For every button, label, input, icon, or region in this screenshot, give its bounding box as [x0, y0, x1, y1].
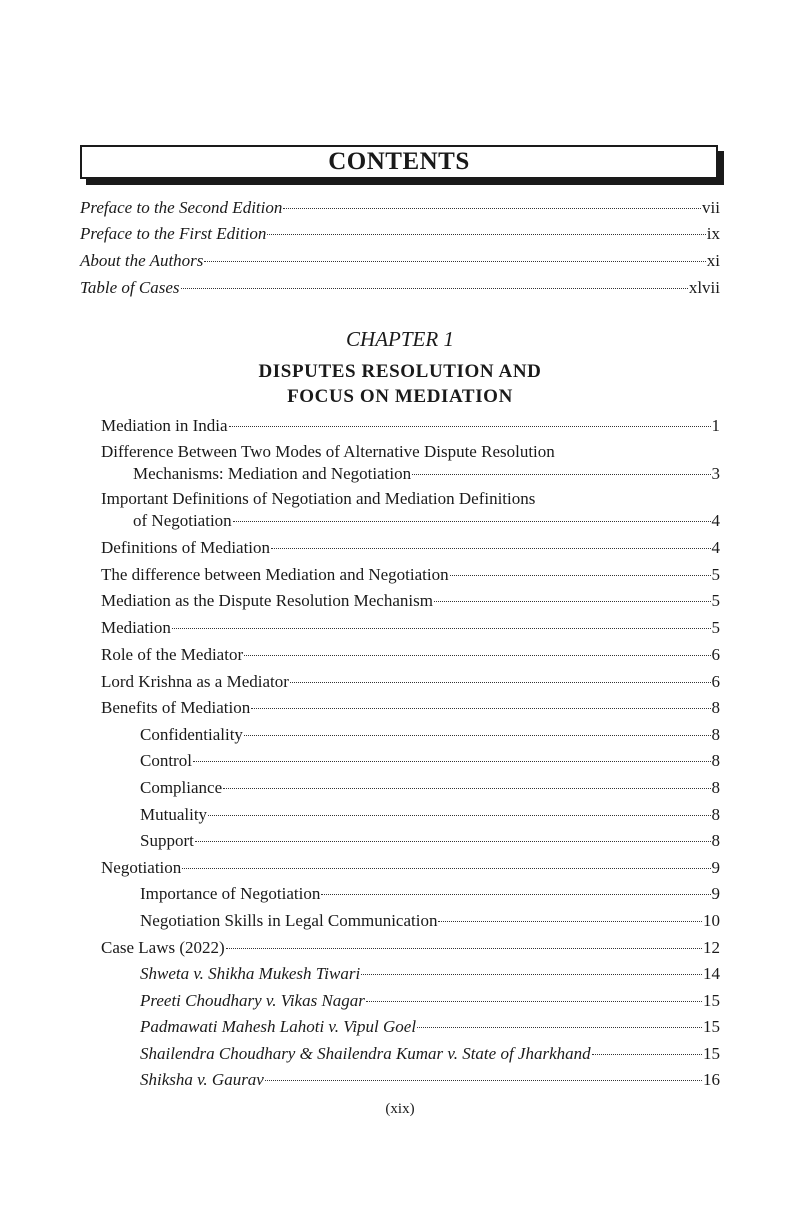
toc-entry-page: 1	[711, 416, 720, 435]
dot-leader	[244, 735, 711, 736]
toc-entry-title: Table of Cases	[80, 278, 180, 297]
toc-entry-title: of Negotiation	[133, 511, 232, 530]
toc-entry-definitions-of-mediation[interactable]	[101, 538, 720, 558]
dot-leader	[182, 868, 710, 869]
toc-entry-page: 5	[711, 565, 720, 584]
toc-entry-title: Benefits of Mediation	[101, 698, 251, 717]
toc-entry-page: xi	[706, 251, 720, 270]
toc-entry-title: Lord Krishna as a Mediator	[101, 672, 289, 691]
toc-entry-preface-first-edition[interactable]	[80, 224, 720, 244]
chapter-label: CHAPTER 1	[346, 327, 454, 351]
toc-entry-title: Mutuality	[140, 805, 208, 824]
toc-entry-title: Mechanisms: Mediation and Negotiation	[133, 464, 412, 483]
toc-entry-title: The difference between Mediation and Negotiation	[101, 565, 449, 584]
toc-entry-title: Shiksha v. Gaurav	[140, 1070, 264, 1089]
toc-entry-title: Role of the Mediator	[101, 645, 244, 664]
toc-entry-title: Importance of Negotiation	[140, 884, 321, 903]
toc-entry-mutuality[interactable]	[140, 805, 720, 825]
dot-leader	[417, 1027, 702, 1028]
toc-entry-page: 10	[703, 911, 720, 930]
toc-entry-page: 16	[703, 1070, 720, 1089]
toc-entry-page: 14	[703, 964, 720, 983]
dot-leader	[412, 474, 710, 475]
dot-leader	[592, 1054, 702, 1055]
toc-entry-title: Definitions of Mediation	[101, 538, 271, 557]
dot-leader	[321, 894, 710, 895]
chapter-title-line-1: DISPUTES RESOLUTION AND	[258, 361, 542, 382]
toc-entry-case-shiksha[interactable]	[140, 1070, 720, 1090]
toc-entry-role-of-mediator[interactable]	[101, 645, 720, 665]
toc-entry-case-laws[interactable]	[101, 938, 720, 958]
toc-entry-difference-two-modes[interactable]	[133, 464, 720, 484]
toc-entry-title: Mediation as the Dispute Resolution Mechanism	[101, 591, 433, 610]
dot-leader	[290, 682, 711, 683]
toc-entry-case-shailendra[interactable]	[140, 1044, 720, 1064]
toc-entry-title: Compliance	[140, 778, 223, 797]
toc-entry-page: 6	[711, 645, 720, 664]
toc-entry-support[interactable]	[140, 831, 720, 851]
toc-entry-title: About the Authors	[80, 251, 204, 270]
toc-entry-page: 8	[711, 751, 720, 770]
dot-leader	[193, 761, 711, 762]
chapter-title-line-2: FOCUS ON MEDIATION	[287, 386, 513, 407]
toc-entry-title: Mediation	[101, 618, 171, 637]
toc-entry-lord-krishna[interactable]	[101, 672, 720, 692]
toc-entry-page: 12	[703, 938, 720, 957]
toc-entry-title: Negotiation	[101, 858, 182, 877]
contents-heading-box	[80, 145, 718, 179]
toc-entry-page: 5	[711, 591, 720, 610]
toc-entry-title: Shailendra Choudhary & Shailendra Kumar v. State of Jharkhand	[140, 1044, 591, 1063]
toc-entry-benefits-of-mediation[interactable]	[101, 698, 720, 718]
dot-leader	[366, 1001, 702, 1002]
toc-entry-table-of-cases[interactable]	[80, 278, 720, 298]
dot-leader	[434, 601, 711, 602]
dot-leader	[204, 261, 705, 262]
toc-entry-important-definitions[interactable]	[133, 511, 720, 531]
toc-entry-page: 9	[711, 884, 720, 903]
toc-entry-mediation[interactable]	[101, 618, 720, 638]
toc-entry-about-authors[interactable]	[80, 251, 720, 271]
toc-entry-page: xlvii	[688, 278, 720, 297]
dot-leader	[229, 426, 711, 427]
toc-entry-page: 8	[711, 698, 720, 717]
dot-leader	[181, 288, 688, 289]
toc-entry-title: Confidentiality	[140, 725, 243, 744]
toc-entry-page: 3	[711, 464, 720, 483]
toc-entry-difference-two-modes-line-1[interactable]: Difference Between Two Modes of Alternative Dispute Resolution	[101, 442, 555, 461]
dot-leader	[438, 921, 702, 922]
toc-entry-negotiation[interactable]	[101, 858, 720, 878]
toc-entry-case-padmawati[interactable]	[140, 1017, 720, 1037]
toc-entry-preface-second-edition[interactable]	[80, 198, 720, 218]
toc-entry-page: ix	[706, 224, 720, 243]
toc-entry-negotiation-skills[interactable]	[140, 911, 720, 931]
dot-leader	[233, 521, 711, 522]
toc-entry-important-definitions-line-1[interactable]: Important Definitions of Negotiation and Mediation Definitions	[101, 489, 536, 508]
dot-leader	[450, 575, 711, 576]
toc-entry-page: 8	[711, 725, 720, 744]
page-number: (xix)	[385, 1101, 415, 1117]
toc-entry-title: Control	[140, 751, 192, 770]
toc-entry-title: Case Laws (2022)	[101, 938, 225, 957]
toc-entry-page: 15	[703, 1017, 720, 1036]
dot-leader	[271, 548, 710, 549]
contents-heading: CONTENTS	[328, 148, 470, 175]
toc-entry-title: Preface to the Second Edition	[80, 198, 283, 217]
toc-entry-confidentiality[interactable]	[140, 725, 720, 745]
dot-leader	[361, 974, 702, 975]
dot-leader	[226, 948, 702, 949]
dot-leader	[283, 208, 701, 209]
toc-entry-title: Preeti Choudhary v. Vikas Nagar	[140, 991, 365, 1010]
toc-entry-page: 15	[703, 1044, 720, 1063]
dot-leader	[267, 234, 705, 235]
dot-leader	[172, 628, 711, 629]
toc-entry-difference-mediation-negotiation[interactable]	[101, 565, 720, 585]
toc-entry-importance-of-negotiation[interactable]	[140, 884, 720, 904]
toc-entry-title: Padmawati Mahesh Lahoti v. Vipul Goel	[140, 1017, 417, 1036]
toc-entry-case-shweta[interactable]	[140, 964, 720, 984]
dot-leader	[208, 815, 710, 816]
toc-entry-page: 15	[703, 991, 720, 1010]
toc-entry-page: vii	[702, 198, 720, 217]
toc-entry-page: 4	[711, 511, 720, 530]
toc-entry-compliance[interactable]	[140, 778, 720, 798]
dot-leader	[223, 788, 710, 789]
dot-leader	[195, 841, 711, 842]
toc-entry-title: Negotiation Skills in Legal Communication	[140, 911, 438, 930]
toc-entry-mediation-dispute-mechanism[interactable]	[101, 591, 720, 611]
toc-entry-title: Support	[140, 831, 194, 850]
toc-entry-page: 8	[711, 831, 720, 850]
toc-entry-page: 4	[711, 538, 720, 557]
toc-entry-page: 5	[711, 618, 720, 637]
dot-leader	[265, 1080, 702, 1081]
toc-entry-mediation-in-india[interactable]	[101, 416, 720, 436]
toc-entry-title: Preface to the First Edition	[80, 224, 267, 243]
toc-entry-page: 6	[711, 672, 720, 691]
toc-entry-control[interactable]	[140, 751, 720, 771]
toc-entry-title: Mediation in India	[101, 416, 228, 435]
dot-leader	[244, 655, 710, 656]
toc-entry-title: Shweta v. Shikha Mukesh Tiwari	[140, 964, 361, 983]
toc-entry-page: 8	[711, 805, 720, 824]
dot-leader	[251, 708, 710, 709]
toc-entry-page: 8	[711, 778, 720, 797]
toc-entry-page: 9	[711, 858, 720, 877]
toc-entry-case-preeti[interactable]	[140, 991, 720, 1011]
